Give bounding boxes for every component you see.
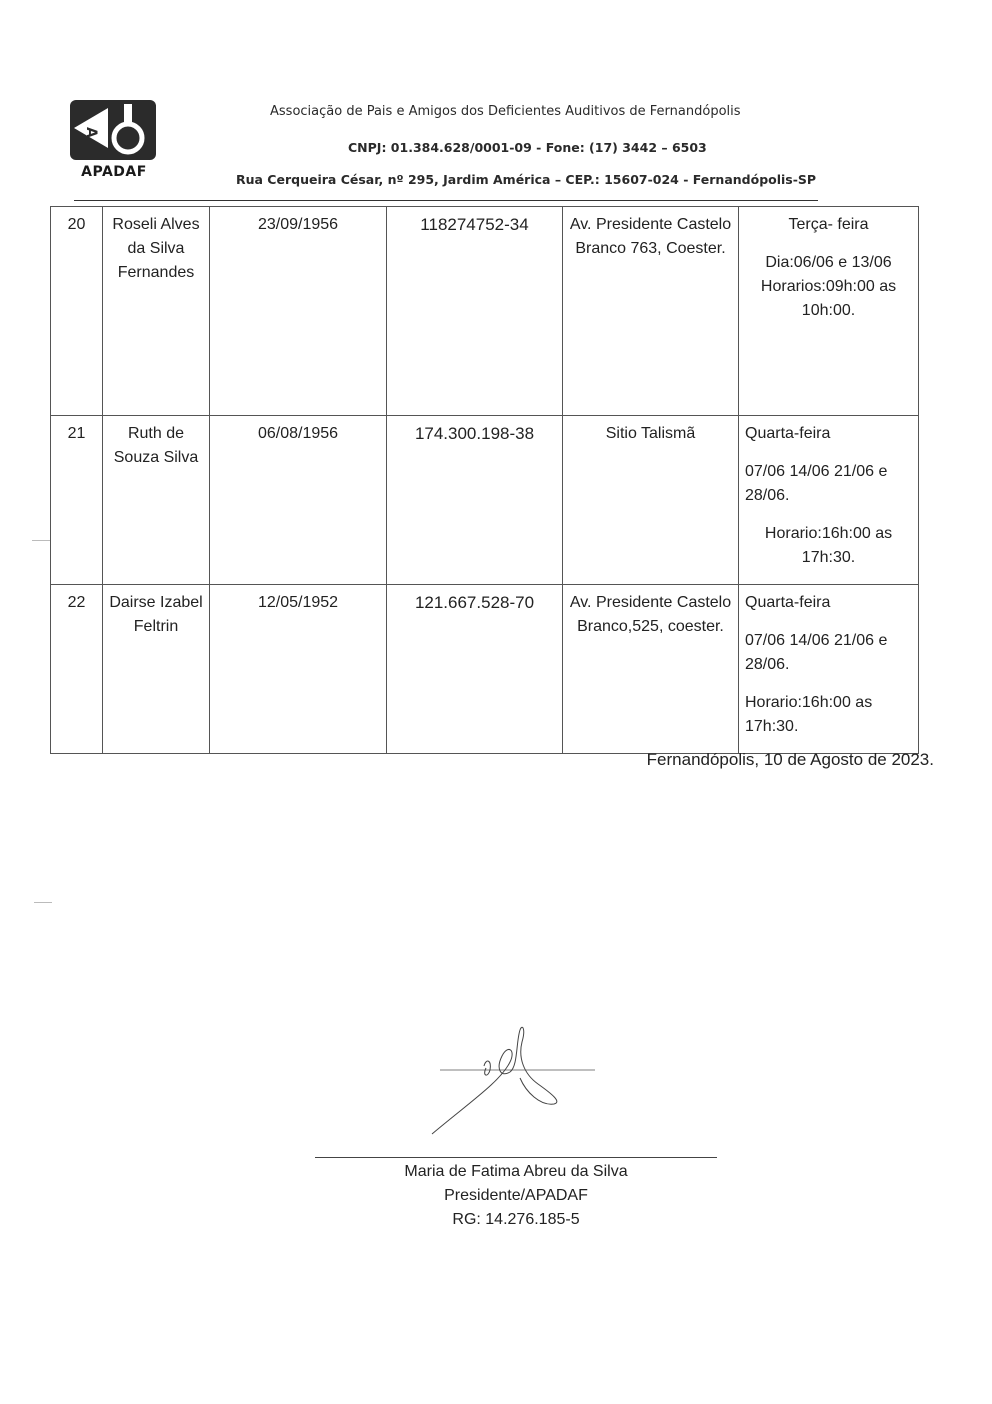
schedule-time: Horario:16h:00 as 17h:30.	[745, 694, 873, 735]
schedule-cell	[739, 207, 919, 416]
table-row	[51, 585, 919, 754]
cnpj-phone: CNPJ: 01.384.628/0001-09 - Fone: (17) 3442 – 6503	[348, 140, 707, 155]
svg-text:A: A	[83, 127, 99, 138]
birth-date: 23/09/1956	[210, 207, 387, 416]
schedule-time: Horarios:09h:00 as 10h:00.	[760, 278, 897, 319]
participant-address: Av. Presidente Castelo Branco 763, Coester.	[563, 207, 739, 416]
schedule-cell	[739, 416, 919, 585]
logo-text: APADAF	[81, 164, 147, 180]
signer-role: Presidente/APADAF	[444, 1187, 588, 1204]
schedule-dates: Dia:06/06 e 13/06	[765, 254, 892, 271]
participant-name: Ruth de Souza Silva	[103, 416, 210, 585]
participant-address: Av. Presidente Castelo Branco,525, coester.	[563, 585, 739, 754]
schedule-day: Quarta-feira	[745, 425, 831, 442]
scan-mark	[34, 902, 52, 903]
row-number: 22	[51, 585, 103, 754]
schedule-dates: 07/06 14/06 21/06 e 28/06.	[745, 463, 888, 504]
signature-block	[315, 1160, 717, 1232]
signer-rg: RG: 14.276.185-5	[452, 1211, 580, 1228]
schedule-day: Quarta-feira	[745, 594, 831, 611]
schedule-time: Horario:16h:00 as 17h:30.	[764, 525, 893, 566]
row-number: 21	[51, 416, 103, 585]
participant-name: Dairse Izabel Feltrin	[103, 585, 210, 754]
document-number: 118274752-34	[387, 207, 563, 416]
participants-table	[50, 206, 919, 754]
participant-address: Sitio Talismã	[563, 416, 739, 585]
organization-address: Rua Cerqueira César, nº 295, Jardim América – CEP.: 15607-024 - Fernandópolis-SP	[236, 172, 817, 187]
participant-name: Roseli Alves da Silva Fernandes	[103, 207, 210, 416]
schedule-cell	[739, 585, 919, 754]
scan-mark	[32, 540, 50, 541]
header-divider	[74, 200, 818, 201]
document-number: 121.667.528-70	[387, 585, 563, 754]
apadaf-logo-icon	[68, 98, 160, 164]
birth-date: 06/08/1956	[210, 416, 387, 585]
document-date: Fernandópolis, 10 de Agosto de 2023.	[646, 750, 934, 769]
signer-name: Maria de Fatima Abreu da Silva	[404, 1163, 628, 1180]
table-row	[51, 416, 919, 585]
signature-line	[315, 1157, 717, 1158]
schedule-day: Terça- feira	[788, 216, 869, 233]
row-number: 20	[51, 207, 103, 416]
signature-icon	[430, 1022, 610, 1142]
table-row	[51, 207, 919, 416]
document-number: 174.300.198-38	[387, 416, 563, 585]
organization-name: Associação de Pais e Amigos dos Deficientes Auditivos de Fernandópolis	[270, 104, 741, 119]
birth-date: 12/05/1952	[210, 585, 387, 754]
schedule-dates: 07/06 14/06 21/06 e 28/06.	[745, 632, 888, 673]
organization-logo	[68, 98, 160, 180]
handwritten-signature	[430, 1022, 610, 1147]
